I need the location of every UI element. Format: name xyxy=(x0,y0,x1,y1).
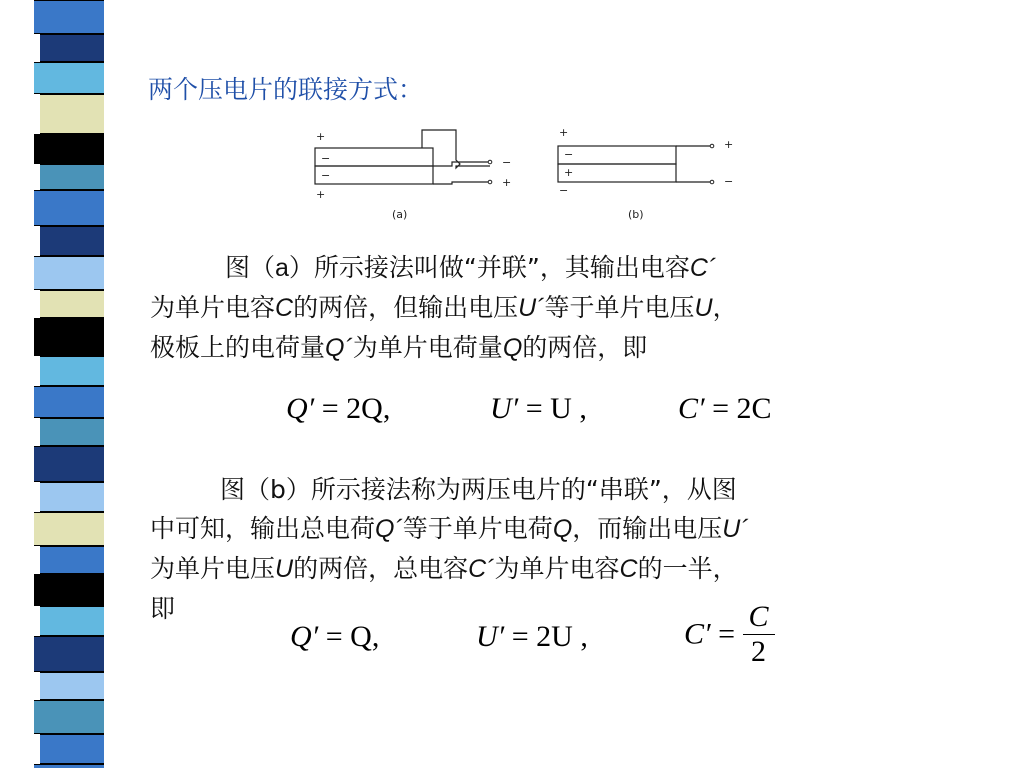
diagram-a-wire-bottom xyxy=(433,182,490,184)
stripe-segment xyxy=(40,546,104,574)
stripe-segment xyxy=(40,606,104,636)
paragraph-line: 图（b）所示接法称为两压电片的“串联”，从图 xyxy=(220,475,737,504)
diagram-a-plate-2 xyxy=(315,166,433,184)
diagram-a-sign-right-2: + xyxy=(502,176,512,189)
diagram-b-sign-1: + xyxy=(559,126,569,139)
equation-u-parallel: U′ = U , xyxy=(490,392,587,425)
diagram-b-plate-2 xyxy=(558,164,676,182)
stripe-segment xyxy=(34,386,104,418)
stripe-segment xyxy=(34,512,104,546)
diagram-b-sign-right-1: + xyxy=(724,138,734,151)
diagram-b-sign-4: − xyxy=(559,184,569,197)
fraction: $\frac{C}{2}$ xyxy=(743,600,775,669)
stripe-segment xyxy=(34,574,104,606)
stripe-segment xyxy=(40,226,104,256)
paragraph-series xyxy=(150,470,970,628)
stripe-segment xyxy=(40,672,104,700)
paragraph-line: 为单片电容C的两倍，但输出电压U´等于单片电压U， xyxy=(150,293,738,322)
stripe-segment xyxy=(34,190,104,226)
stripe-segment xyxy=(34,446,104,482)
equation-q-series: Q′ = Q, xyxy=(290,620,380,653)
stripe-segment xyxy=(34,256,104,290)
diagram-b-sign-right-2: − xyxy=(724,175,734,188)
diagram-a-sign-4: + xyxy=(316,188,326,201)
stripe-segment xyxy=(40,356,104,386)
stripe-segment xyxy=(40,290,104,318)
diagram-a-sign-1: + xyxy=(316,130,326,143)
paragraph-line: 为单片电压U的两倍，总电容C´为单片电容C的一半， xyxy=(150,554,738,583)
stripe-segment xyxy=(40,164,104,190)
diagram-a-wire-mid xyxy=(433,162,490,166)
paragraph-line: 即 xyxy=(150,594,176,623)
stripe-segment xyxy=(34,134,104,164)
equation-c-series: C′ = $\frac{C}{2}$ xyxy=(684,600,775,669)
connection-diagram xyxy=(300,122,760,224)
stripe-segment xyxy=(40,734,104,764)
paragraph-parallel xyxy=(150,248,970,368)
stripe-segment xyxy=(34,700,104,734)
paragraph-line: 极板上的电荷量Q´为单片电荷量Q的两倍，即 xyxy=(150,333,648,362)
diagram-a-sign-right-1: − xyxy=(502,156,512,169)
diagram-b-sign-3: + xyxy=(564,166,574,179)
diagram-b-label: (b) xyxy=(628,208,644,221)
diagram-a-plate-1 xyxy=(315,148,433,166)
stripe-segment xyxy=(40,418,104,446)
diagram-a-sign-2: − xyxy=(321,152,331,165)
diagram-a xyxy=(315,130,490,184)
stripe-segment xyxy=(34,636,104,672)
stripe-segment xyxy=(34,62,104,94)
stripe-segment xyxy=(40,34,104,62)
equation-c-parallel: C′ = 2C xyxy=(678,392,772,425)
diagram-b-sign-2: − xyxy=(564,148,574,161)
equation-u-series: U′ = 2U , xyxy=(476,620,588,653)
diagram-b xyxy=(558,146,712,182)
decorative-stripe-bar xyxy=(0,0,112,768)
stripe-segment xyxy=(34,318,104,356)
stripe-segment xyxy=(40,482,104,512)
paragraph-line: 图（a）所示接法叫做“并联”，其输出电容C´ xyxy=(225,253,717,282)
diagram-a-sign-3: − xyxy=(321,169,331,182)
paragraph-line: 中可知，输出总电荷Q´等于单片电荷Q，而输出电压U´ xyxy=(150,514,749,543)
stripe-segment xyxy=(40,94,104,134)
diagram-a-label: (a) xyxy=(392,208,408,221)
stripe-segment xyxy=(34,0,104,34)
diagram-b-plate-1 xyxy=(558,146,676,164)
page-title: 两个压电片的联接方式： xyxy=(148,75,424,104)
equation-q-parallel: Q′ = 2Q, xyxy=(286,392,391,425)
stripe-segment xyxy=(34,764,104,768)
